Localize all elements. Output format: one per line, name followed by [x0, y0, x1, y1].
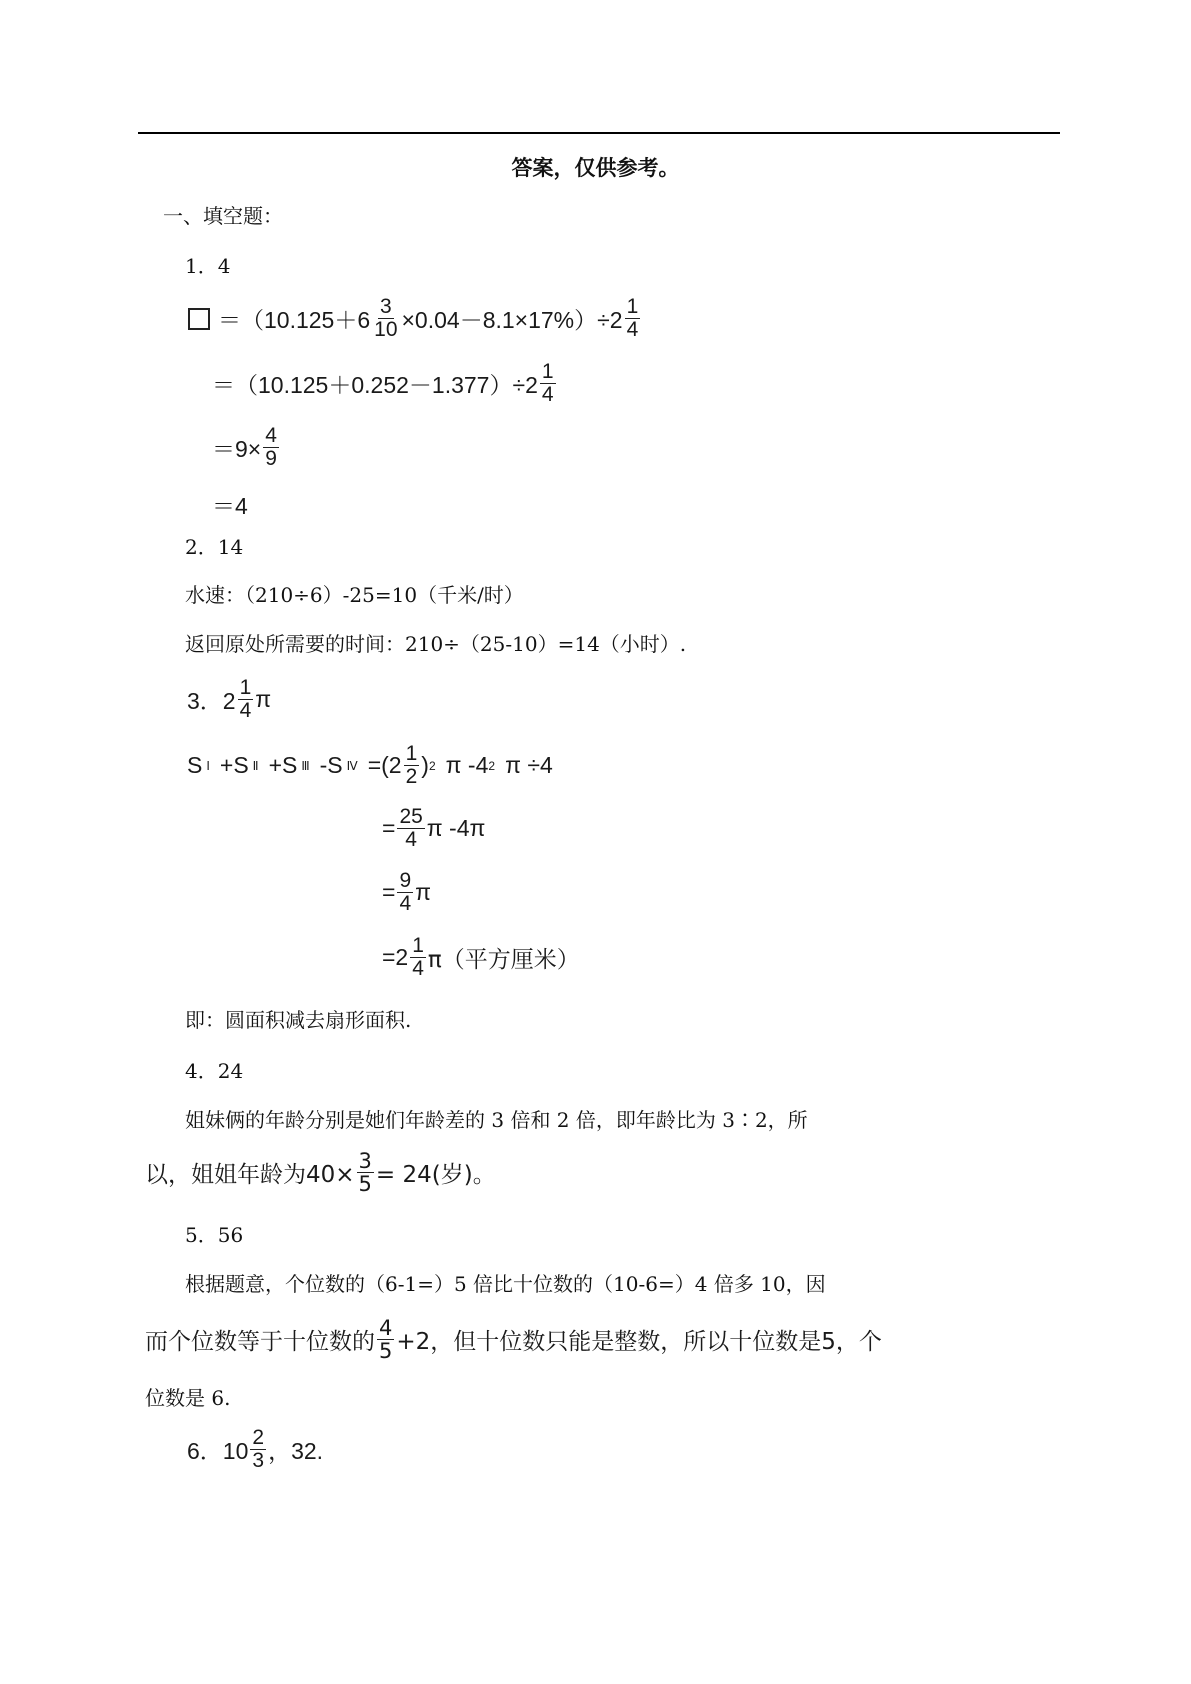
q1-line4: ＝4	[212, 493, 248, 519]
q1-line2: ＝（10.125＋0.252－1.377）÷2 $\frac{1}{4}$	[212, 360, 554, 407]
q3-line4: =2 $\frac{1}{4}$ π（平方厘米）	[382, 934, 580, 981]
q2-answer: 2．14	[185, 535, 244, 559]
fraction: $\frac{1}{4}$	[239, 676, 252, 723]
q4-line2: 以，姐姐年龄为40× $\frac{3}{5}$ = 24(岁)。	[145, 1149, 496, 1197]
section-heading: 一、填空题：	[163, 204, 283, 228]
q5-line3: 位数是 6.	[145, 1386, 231, 1410]
q3-line3: = $\frac{9}{4}$ π	[382, 869, 431, 916]
header-rule	[138, 132, 1060, 134]
q5-line1: 根据题意，个位数的（6-1=）5 倍比十位数的（10-6=）4 倍多 10，因	[185, 1272, 826, 1296]
fraction: $\frac{1}{4}$	[541, 360, 554, 407]
q5-line2: 而个位数等于十位数的 $\frac{4}{5}$ +2，但十位数只能是整数，所以十位数是5，个	[145, 1316, 882, 1364]
fraction: $\frac{3}{10}$	[374, 295, 398, 342]
q4-line1: 姐妹俩的年龄分别是她们年龄差的 3 倍和 2 倍，即年龄比为 3∶2，所	[185, 1108, 808, 1132]
q1-answer: 1．4	[185, 254, 231, 278]
fraction: $\frac{9}{4}$	[399, 869, 412, 916]
page-title: 答案，仅供参考。	[511, 156, 680, 180]
q4-answer: 4．24	[185, 1059, 244, 1083]
q1-line1: ＝（10.125＋6 $\frac{3}{10}$ ×0.04－8.1×17%）÷2 $\frac{1}{4}$	[188, 296, 642, 341]
q3-note: 即：圆面积减去扇形面积.	[185, 1008, 412, 1032]
q2-line1: 水速：（210÷6）-25=10（千米/时）	[185, 583, 524, 607]
q3-answer: 3．2 $\frac{1}{4}$ π	[187, 676, 272, 723]
q3-line2: = $\frac{25}{4}$ π -4π	[382, 805, 486, 852]
fraction: $\frac{25}{4}$	[399, 805, 423, 852]
q5-answer: 5．56	[185, 1223, 244, 1247]
fraction: $\frac{3}{5}$	[358, 1149, 372, 1197]
fraction: $\frac{1}{4}$	[626, 295, 639, 342]
fraction: $\frac{4}{9}$	[265, 424, 277, 471]
fraction: $\frac{1}{4}$	[412, 934, 424, 981]
q6-answer: 6．10 $\frac{2}{3}$ ，32.	[187, 1426, 324, 1473]
fraction: $\frac{4}{5}$	[379, 1316, 393, 1364]
fraction: $\frac{2}{3}$	[252, 1426, 265, 1473]
blank-box-icon	[188, 308, 210, 330]
q3-line1: S Ⅰ +S Ⅱ +S Ⅲ -S Ⅳ =(2 $\frac{1}{2}$ ) 2 π -4 2 π ÷4	[187, 742, 553, 789]
fraction: $\frac{1}{2}$	[405, 742, 418, 789]
q2-line2: 返回原处所需要的时间：210÷（25-10）=14（小时）.	[185, 632, 687, 656]
q1-line3: ＝9× $\frac{4}{9}$	[212, 424, 277, 471]
